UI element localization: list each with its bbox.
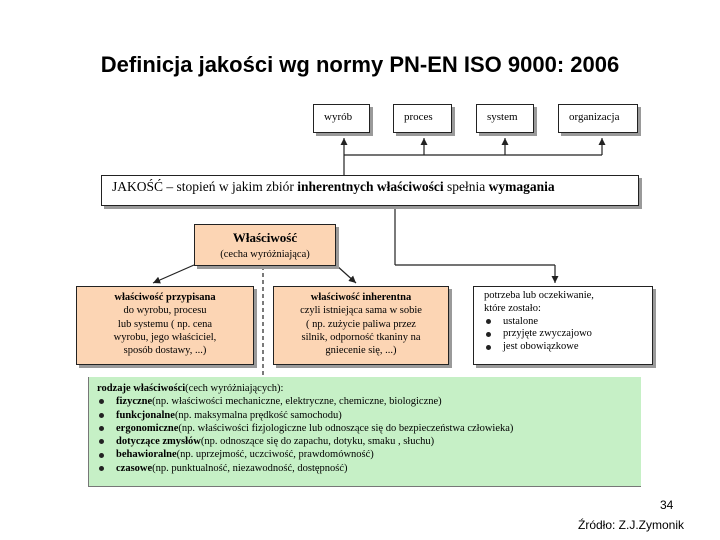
top-box-label: wyrób — [324, 111, 353, 123]
kind-example: (np. maksymalna prędkość samochodu) — [174, 409, 342, 421]
bullet-icon — [99, 413, 104, 418]
definition-bold: inherentnych właściwości — [297, 179, 444, 194]
inherent-line: ( np. zużycie paliwa przez — [306, 318, 416, 330]
bullet-icon — [486, 332, 491, 337]
kinds-heading-row — [97, 382, 641, 395]
page-number: 34 — [660, 498, 674, 512]
inherent-heading: właściwość inherentna — [310, 292, 412, 303]
page-title: Definicja jakości wg normy PN-EN ISO 9000: 2006 — [100, 52, 620, 77]
kind-example: (np. właściwości mechaniczne, elektryczne, chemiczne, biologiczne) — [152, 396, 442, 408]
definition-bold-2: wymagania — [488, 179, 555, 194]
kind-item — [97, 462, 641, 475]
assigned-property-box — [76, 286, 254, 365]
assigned-line: sposób dostawy, ...) — [123, 345, 207, 357]
bullet-icon — [486, 345, 491, 350]
top-box-proces — [393, 104, 452, 133]
kind-name: czasowe — [116, 462, 153, 474]
kinds-heading: rodzaje właściwości — [97, 383, 186, 394]
kind-name: funkcjonalne — [116, 409, 175, 421]
kind-item — [97, 422, 641, 435]
requirement-bullet — [484, 328, 652, 341]
kind-name: ergonomiczne — [116, 422, 179, 434]
requirement-bullet-label: jest obowiązkowe — [503, 341, 579, 353]
kind-item — [97, 409, 641, 422]
kind-example: (np. punktualność, niezawodność, dostępność) — [152, 462, 348, 474]
quality-definition — [101, 175, 639, 206]
top-box-label: organizacja — [569, 111, 620, 123]
inherent-property-box — [273, 286, 449, 365]
definition-text-2: spełnia — [443, 179, 489, 194]
inherent-line: silnik, odporność tkaniny na — [301, 331, 421, 343]
requirement-line: potrzeba lub oczekiwanie, — [484, 290, 594, 301]
kind-example: (np. odnoszące się do zapachu, dotyku, smaku , słuchu) — [200, 436, 435, 448]
kind-item — [97, 448, 641, 461]
source-credit: Źródło: Z.J.Zymonik — [578, 518, 685, 532]
kind-item — [97, 435, 641, 448]
kind-item — [97, 395, 641, 408]
bullet-icon — [99, 466, 104, 471]
inherent-line: gniecenie się, ...) — [325, 345, 397, 357]
kind-name: behawioralne — [116, 449, 177, 461]
requirement-bullet — [484, 316, 652, 329]
kind-name: dotyczące zmysłów — [116, 436, 201, 448]
kind-example: (np. właściwości fizjologiczne lub odnoszące się do bezpieczeństwa człowieka) — [178, 422, 514, 434]
assigned-line: lub systemu ( np. cena — [117, 318, 213, 330]
requirement-box — [473, 286, 653, 365]
bullet-icon — [99, 426, 104, 431]
feature-heading: Właściwość — [232, 230, 298, 245]
assigned-line: wyrobu, jego właściciel, — [113, 331, 217, 343]
requirement-bullet-label: przyjęte zwyczajowo — [503, 328, 592, 340]
top-box-system — [476, 104, 534, 133]
bullet-icon — [99, 439, 104, 444]
requirement-bullet-label: ustalone — [503, 315, 538, 327]
feature-sub: (cecha wyróżniająca) — [220, 249, 310, 260]
top-box-organizacja — [558, 104, 638, 133]
requirement-line: które zostało: — [484, 302, 541, 314]
requirement-bullet — [484, 341, 652, 354]
feature-box — [194, 224, 336, 266]
definition-text: JAKOŚĆ – stopień w jakim zbiór — [112, 179, 298, 194]
kinds-heading-rest: (cech wyróżniających): — [185, 383, 284, 394]
assigned-line: do wyrobu, procesu — [123, 305, 207, 317]
top-box-wyrob — [313, 104, 370, 133]
inherent-line: czyli istniejąca sama w sobie — [300, 305, 422, 317]
bullet-icon — [486, 319, 491, 324]
kind-name: fizyczne — [116, 396, 153, 408]
kind-example: (np. uprzejmość, uczciwość, prawdomówność) — [176, 449, 374, 461]
top-box-label: proces — [404, 111, 433, 123]
top-box-label: system — [487, 111, 518, 123]
bullet-icon — [99, 453, 104, 458]
bullet-icon — [99, 399, 104, 404]
assigned-heading: właściwość przypisana — [114, 292, 216, 303]
property-kinds-box — [88, 377, 641, 487]
